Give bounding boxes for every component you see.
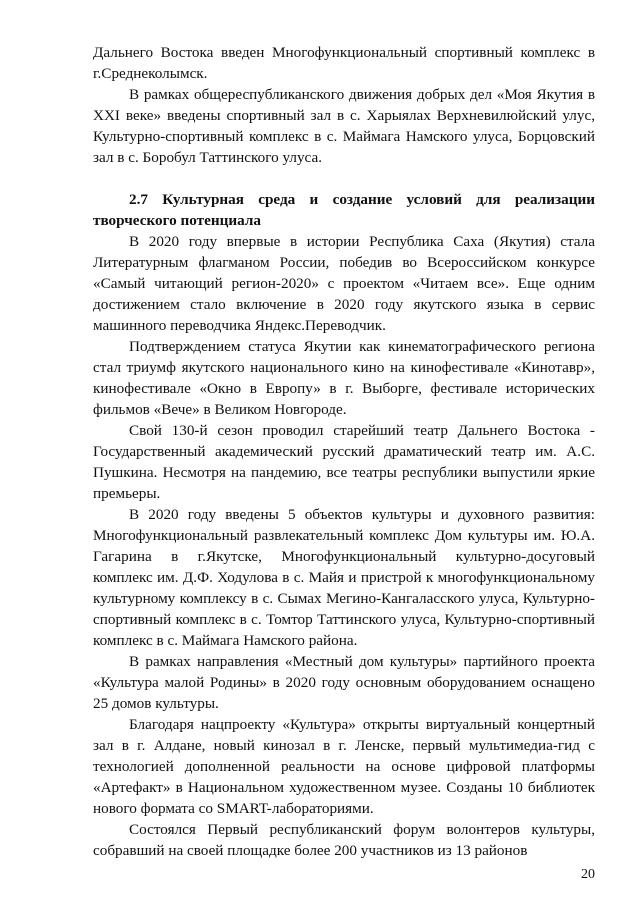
paragraph: В рамках направления «Местный дом культуры» партийного проекта «Культура малой Родины» в 2020 году основным оборудованием оснащено 25 домов культуры. [93, 653, 595, 712]
paragraph: В 2020 году впервые в истории Республика Саха (Якутия) стала Литературным флагманом России, победив во Всероссийском конкурсе «Самый читающий регион-2020» с проектом «Читаем все». Еще одним достижением стало включение в 2020 году якутского языка в сервис машинного переводчика Яндекс.Переводчик. [93, 233, 595, 334]
spacer [93, 168, 595, 189]
section-heading: 2.7 Культурная среда и создание условий для реализации творческого потенциала [93, 191, 595, 229]
paragraph: В 2020 году введены 5 объектов культуры и духовного развития: Многофункциональный развлекательный комплекс Дом культуры им. Ю.А. Гагарина в г.Якутске, Многофункциональный культурно-досуговый комплекс им. Д.Ф. Ходулова в с. Майя и пристрой к многофункциональному культурному комплексу в с. Сымах Мегино-Кангаласского улуса, Культурно-спортивный комплекс в с. Томтор Таттинского улуса, Культурно-спортивный комплекс в с. Маймага Намского района. [93, 506, 595, 649]
paragraph-continuation: Дальнего Востока введен Многофункциональный спортивный комплекс в г.Среднеколымск. [93, 44, 595, 82]
paragraph: Свой 130-й сезон проводил старейший театр Дальнего Востока - Государственный академический русский драматический театр им. А.С. Пушкина. Несмотря на пандемию, все театры республики выпустили яркие премьеры. [93, 422, 595, 502]
paragraph: Состоялся Первый республиканский форум волонтеров культуры, собравший на своей площадке более 200 участников из 13 районов [93, 821, 595, 859]
paragraph: В рамках общереспубликанского движения добрых дел «Моя Якутия в XXI веке» введены спортивный зал в с. Харыялах Верхневилюйский улус, Культурно-спортивный комплекс в с. Маймага Намского улуса, Борцовский зал в с. Боробул Таттинского улуса. [93, 86, 595, 166]
paragraph: Благодаря нацпроекту «Культура» открыты виртуальный концертный зал в г. Алдане, новый кинозал в г. Ленске, первый мультимедиа-гид с технологией дополненной реальности на основе цифровой платформы «Артефакт» в Национальном художественном музее. Созданы 10 библиотек нового формата со SMART-лабораториями. [93, 716, 595, 817]
page-number: 20 [581, 867, 595, 882]
paragraph: Подтверждением статуса Якутии как кинематографического региона стал триумф якутского национального кино на кинофестивале «Кинотавр», кинофестивале «Окно в Европу» в г. Выборге, фестивале исторических фильмов «Вече» в Великом Новгороде. [93, 338, 595, 418]
